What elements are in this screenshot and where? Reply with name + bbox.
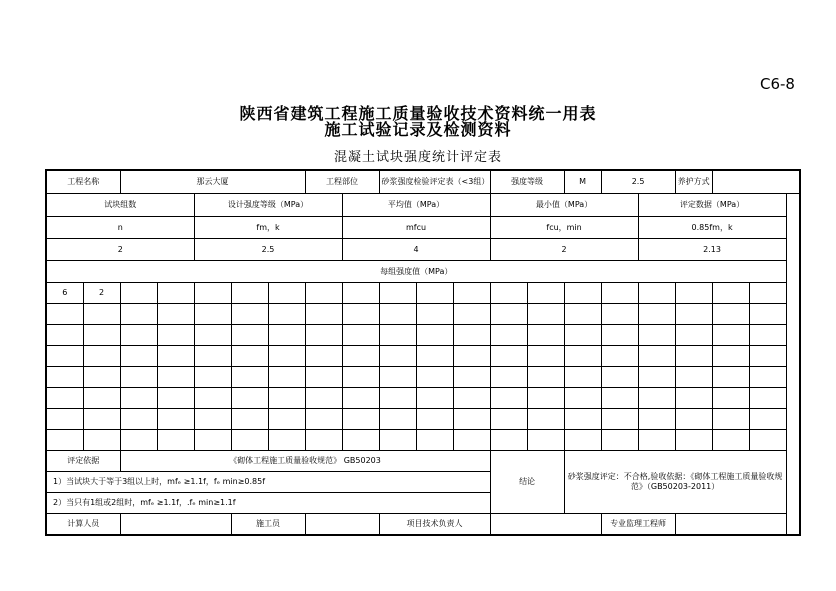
tech-lead-label: 项目技术负责人 bbox=[379, 514, 490, 536]
stats-header-design: 设计强度等级（MPa） bbox=[194, 194, 342, 217]
stats-symbol-design: fm，k bbox=[194, 217, 342, 239]
tech-lead-value[interactable] bbox=[490, 514, 601, 536]
supervisor-value[interactable] bbox=[675, 514, 786, 536]
group-strength-label: 每组强度值（MPa） bbox=[46, 261, 786, 283]
page-subtitle: 施工试验记录及检测资料 bbox=[324, 120, 512, 139]
table-row bbox=[46, 409, 800, 430]
calculator-label: 计算人员 bbox=[46, 514, 120, 536]
table-row bbox=[46, 304, 800, 325]
group-value-cell[interactable]: 2 bbox=[83, 283, 120, 304]
stats-value-design[interactable]: 2.5 bbox=[194, 239, 342, 261]
strength-grade-prefix: M bbox=[564, 170, 601, 194]
criteria-row bbox=[46, 451, 800, 472]
strength-grade-value[interactable]: 2.5 bbox=[601, 170, 675, 194]
group-strength-label-row bbox=[46, 261, 800, 283]
constructor-label: 施工员 bbox=[231, 514, 305, 536]
stats-value-eval[interactable]: 2.13 bbox=[638, 239, 786, 261]
supervisor-label: 专业监理工程师 bbox=[601, 514, 675, 536]
group-value-cell[interactable]: 6 bbox=[46, 283, 83, 304]
form-code: C6-8 bbox=[760, 75, 795, 93]
stats-symbol-count: n bbox=[46, 217, 194, 239]
table-row bbox=[46, 367, 800, 388]
stats-header-count: 试块组数 bbox=[46, 194, 194, 217]
table-row bbox=[46, 430, 800, 451]
stats-symbol-row bbox=[46, 217, 800, 239]
stats-symbol-min: fcu，min bbox=[490, 217, 638, 239]
constructor-value[interactable] bbox=[305, 514, 379, 536]
curing-value[interactable] bbox=[712, 170, 800, 194]
criteria-rule-2: 2）当只有1组或2组时，mfₑ ≥1.1f，.fₑ min≥1.1f bbox=[46, 493, 490, 514]
strength-evaluation-table bbox=[45, 169, 801, 536]
stats-header-row bbox=[46, 194, 800, 217]
stats-value-min[interactable]: 2 bbox=[490, 239, 638, 261]
project-name-value[interactable]: 那云大厦 bbox=[120, 170, 305, 194]
stats-value-count[interactable]: 2 bbox=[46, 239, 194, 261]
table-row bbox=[46, 325, 800, 346]
criteria-label: 评定依据 bbox=[46, 451, 120, 472]
table-title: 混凝土试块强度统计评定表 bbox=[333, 150, 502, 165]
project-name-label: 工程名称 bbox=[46, 170, 120, 194]
stats-value-mean[interactable]: 4 bbox=[342, 239, 490, 261]
stats-header-mean: 平均值（MPa） bbox=[342, 194, 490, 217]
page-title: 陕西省建筑工程施工质量验收技术资料统一用表 bbox=[239, 104, 597, 123]
strength-grade-label: 强度等级 bbox=[490, 170, 564, 194]
project-part-label: 工程部位 bbox=[305, 170, 379, 194]
criteria-standard: 《砌体工程施工质量验收规范》 GB50203 bbox=[120, 451, 490, 472]
calculator-value[interactable] bbox=[120, 514, 231, 536]
conclusion-label: 结论 bbox=[490, 451, 564, 514]
stats-symbol-eval: 0.85fm，k bbox=[638, 217, 786, 239]
table-row bbox=[46, 388, 800, 409]
stats-header-eval: 评定数据（MPa） bbox=[638, 194, 786, 217]
stats-value-row bbox=[46, 239, 800, 261]
conclusion-text[interactable]: 砂浆强度评定：不合格,验收依据：《砌体工程施工质量验收规范》（GB50203-2011） bbox=[564, 451, 786, 514]
table-row bbox=[46, 283, 800, 304]
signature-row bbox=[46, 514, 800, 536]
table-row bbox=[46, 346, 800, 367]
curing-label: 养护方式 bbox=[675, 170, 712, 194]
header-row bbox=[46, 170, 800, 194]
stats-symbol-mean: mfcu bbox=[342, 217, 490, 239]
criteria-rule-1: 1）当试块大于等于3组以上时，mfₑ ≥1.1f，fₑ min≥0.85f bbox=[46, 472, 490, 493]
project-part-value[interactable]: 砂浆强度检验评定表（<3组） bbox=[379, 170, 490, 194]
stats-header-min: 最小值（MPa） bbox=[490, 194, 638, 217]
